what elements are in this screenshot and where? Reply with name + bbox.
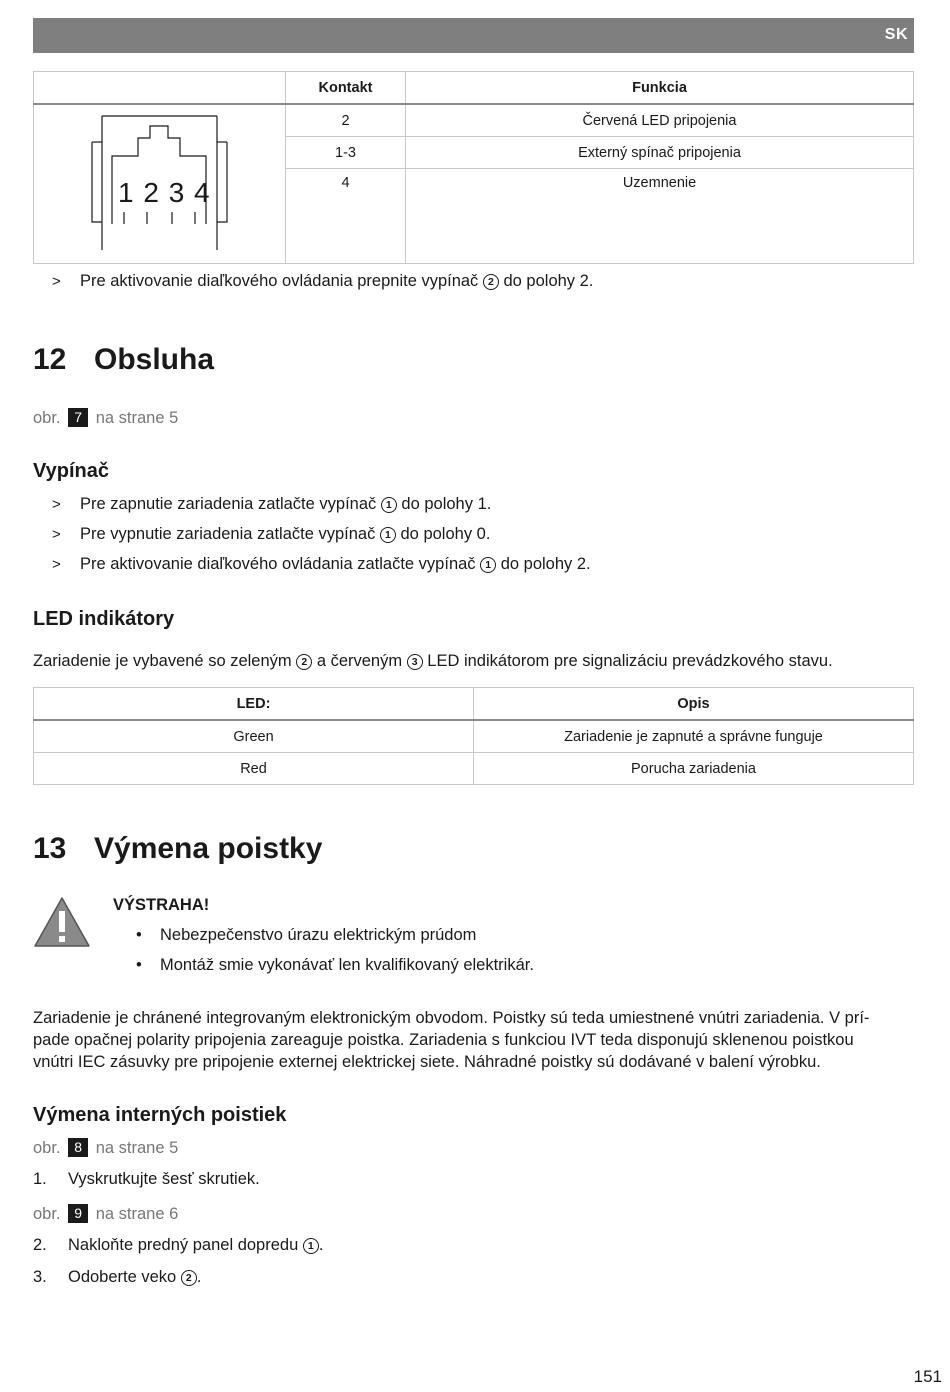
figure-number-badge: 9 (68, 1204, 88, 1223)
fuse-paragraph: Zariadenie je chránené integrovaným elektronickým obvodom. Poistky sú teda umiestnené vnútri zariadenia. V prí- pade opačnej polarity pripojenia zareaguje poistka. Zariadenia s funkciou IVT teda disponujú sklenenou poistkou vnútri IEC zásuvky pre pripojenie externej elektrickej siete. Náhradné poistky sú dodávané v balení výrobku. (33, 1009, 870, 1071)
opis-cell: Zariadenie je zapnuté a správne funguje (474, 720, 914, 753)
led-cell: Green (34, 720, 474, 753)
remote-control-instruction: > Pre aktivovanie diaľkového ovládania prepnite vypínač 2 do polohy 2. (52, 272, 594, 290)
pin-numbers: 1 2 3 4 (118, 177, 211, 208)
chevron-right-icon: > (52, 526, 61, 543)
figure-reference: obr. 9 na strane 6 (33, 1205, 179, 1223)
warning-triangle-icon (32, 895, 92, 949)
list-item: 1. Vyskrutkujte šesť skrutiek. (33, 1170, 260, 1188)
chevron-right-icon: > (52, 273, 61, 290)
circled-number: 1 (380, 527, 396, 543)
opis-header: Opis (474, 688, 914, 721)
list-item: • Montáž smie vykonávať len kvalifikovaný elektrikár. (136, 956, 534, 974)
kontakt-cell: 4 (286, 169, 406, 264)
table-row (34, 753, 914, 785)
list-item: 3. Odoberte veko 2 . (33, 1268, 202, 1286)
list-item: > Pre aktivovanie diaľkového ovládania zatlačte vypínač 1 do polohy 2. (52, 555, 591, 573)
circled-number: 2 (296, 654, 312, 670)
chevron-right-icon: > (52, 496, 61, 513)
kontakt-header: Kontakt (286, 72, 406, 105)
funkcia-cell: Červená LED pripojenia (406, 104, 914, 137)
section-heading: Vypínač (33, 460, 109, 482)
section-heading: Výmena interných poistiek (33, 1104, 287, 1126)
funkcia-cell: Uzemnenie (406, 169, 914, 264)
language-code: SK (884, 26, 908, 43)
warning-title: VÝSTRAHA! (113, 896, 210, 914)
bullet-icon: • (136, 926, 142, 944)
kontakt-cell: 2 (286, 104, 406, 137)
led-table (33, 687, 914, 785)
circled-number: 2 (483, 274, 499, 290)
opis-cell: Porucha zariadenia (474, 753, 914, 785)
rj-connector-cell (34, 104, 286, 264)
chapter-heading: 13 Výmena poistky (33, 832, 323, 865)
list-item: • Nebezpečenstvo úrazu elektrickým prúdom (136, 926, 477, 944)
circled-number: 1 (381, 497, 397, 513)
page-number: 151 (913, 1367, 942, 1386)
bullet-icon: • (136, 956, 142, 974)
funkcia-header: Funkcia (406, 72, 914, 105)
table-row (34, 720, 914, 753)
figure-reference: obr. 7 na strane 5 (33, 409, 179, 427)
figure-number-badge: 8 (68, 1138, 88, 1157)
led-header: LED: (34, 688, 474, 721)
chapter-heading: 12 Obsluha (33, 343, 215, 376)
led-cell: Red (34, 753, 474, 785)
list-item: 2. Nakloňte predný panel dopredu 1 . (33, 1236, 324, 1254)
header-bar (33, 18, 914, 53)
figure-number-badge: 7 (68, 408, 88, 427)
circled-number: 2 (181, 1270, 197, 1286)
connector-image-header (34, 72, 286, 105)
connector-table (33, 71, 914, 264)
list-item: > Pre zapnutie zariadenia zatlačte vypínač 1 do polohy 1. (52, 495, 492, 513)
figure-reference: obr. 8 na strane 5 (33, 1139, 179, 1157)
section-heading: LED indikátory (33, 608, 175, 630)
led-description: Zariadenie je vybavené so zeleným 2 a červeným 3 LED indikátorom pre signalizáciu prevádzkového stavu. (33, 652, 833, 670)
list-item: > Pre vypnutie zariadenia zatlačte vypínač 1 do polohy 0. (52, 525, 491, 543)
circled-number: 3 (407, 654, 423, 670)
chevron-right-icon: > (52, 556, 61, 573)
funkcia-cell: Externý spínač pripojenia (406, 137, 914, 169)
circled-number: 1 (303, 1238, 319, 1254)
circled-number: 1 (480, 557, 496, 573)
kontakt-cell: 1-3 (286, 137, 406, 169)
